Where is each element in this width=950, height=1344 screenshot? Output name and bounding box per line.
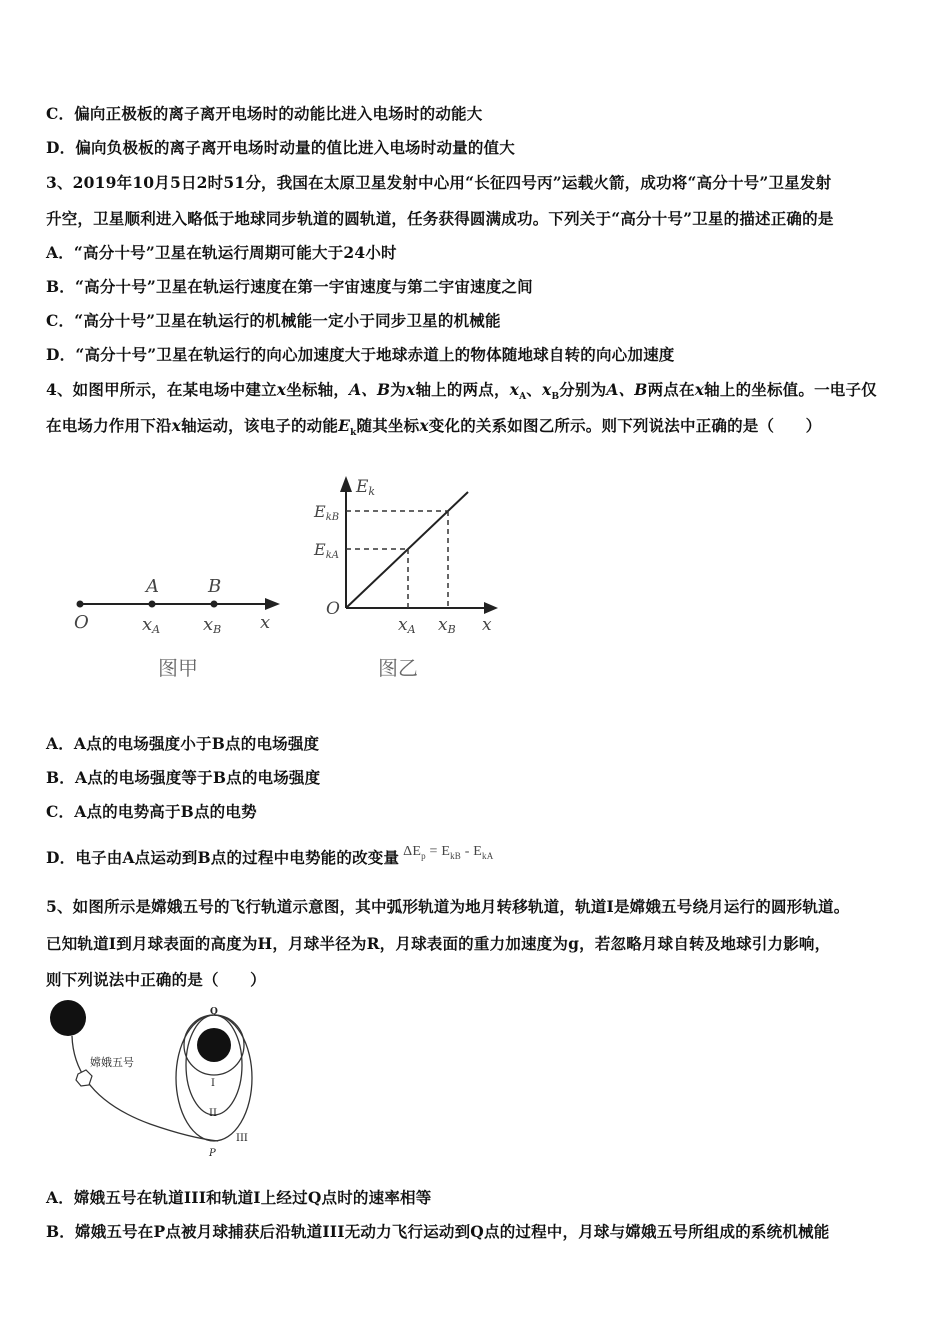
q4-text: 分别为 bbox=[559, 380, 607, 399]
q4-d-text: D．电子由A点运动到B点的过程中电势能的改变量 bbox=[46, 848, 400, 867]
q4-text: 轴上的坐标值。一电子仅 bbox=[704, 380, 877, 399]
q5-stem-line1: 5、如图所示是嫦娥五号的飞行轨道示意图，其中弧形轨道为地月转移轨道，轨道I是嫦娥五号绕月运行的圆形轨道。 bbox=[46, 897, 850, 916]
label-i: I bbox=[211, 1078, 215, 1089]
label-ekb: EkB bbox=[314, 502, 340, 523]
q4-text: 轴运动，该电子的动能 bbox=[181, 416, 339, 435]
figure-yi bbox=[310, 468, 520, 690]
point-b bbox=[211, 601, 218, 608]
q3-option-d: D．“高分十号”卫星在轨运行的向心加速度大于地球赤道上的物体随地球自转的向心加速度 bbox=[46, 345, 675, 364]
caption-yi: 图乙 bbox=[378, 656, 418, 680]
x-axis-arrow bbox=[265, 598, 280, 610]
q4-option-a: A．A点的电场强度小于B点的电场强度 bbox=[46, 734, 320, 753]
var-xb: x bbox=[542, 380, 552, 399]
q4-stem-line2 bbox=[46, 414, 821, 438]
label-ek: Ek bbox=[356, 477, 376, 498]
var-ek: E bbox=[338, 416, 351, 435]
q4-text: 变化的关系如图乙所示。则下列说法中正确的是（ ） bbox=[428, 416, 822, 435]
transfer-orbit bbox=[72, 1036, 218, 1141]
q3-option-a: A．“高分十号”卫星在轨运行周期可能大于24小时 bbox=[46, 243, 397, 262]
delta-ep-formula: $\Delta E_p = E_{kB} - E_{kA}$ bbox=[403, 844, 494, 861]
q4-text: 轴上的两点， bbox=[415, 380, 510, 399]
spacecraft-icon bbox=[76, 1070, 92, 1086]
label-xa: xA bbox=[398, 615, 416, 636]
label-b: B bbox=[208, 576, 222, 597]
q5-option-b: B．嫦娥五号在P点被月球捕获后沿轨道III无动力飞行运动到Q点的过程中，月球与嫦娥五号所组成的系统机械能 bbox=[46, 1222, 830, 1241]
option-c-prev: C．偏向正极板的离子离开电场时的动能比进入电场时的动能大 bbox=[46, 104, 483, 123]
y-axis-arrow bbox=[340, 476, 352, 492]
sub-b: B bbox=[551, 392, 560, 403]
q3-option-c: C．“高分十号”卫星在轨运行的机械能一定小于同步卫星的机械能 bbox=[46, 311, 501, 330]
label-xb: xB bbox=[203, 614, 222, 636]
label-eka: EkA bbox=[314, 540, 339, 561]
label-a: A bbox=[146, 576, 159, 597]
label-x: x bbox=[260, 612, 271, 633]
q5-stem-line2: 已知轨道I到月球表面的高度为H，月球半径为R，月球表面的重力加速度为g，若忽略月球自转及地球引力影响， bbox=[46, 934, 831, 953]
ek-line bbox=[346, 492, 468, 608]
caption-jia: 图甲 bbox=[158, 656, 198, 680]
q4-option-d bbox=[46, 846, 493, 869]
label-o: O bbox=[74, 612, 89, 633]
q3-stem-line2: 升空，卫星顺利进入略低于地球同步轨道的圆轨道，任务获得圆满成功。下列关于“高分十号”卫星的描述正确的是 bbox=[46, 209, 834, 228]
q4-stem-line1 bbox=[46, 378, 877, 402]
x-axis-arrow bbox=[484, 602, 498, 614]
label-p: P bbox=[209, 1148, 216, 1159]
sep: 、 bbox=[526, 380, 542, 399]
point-o bbox=[77, 601, 84, 608]
q4-text: 坐标轴， bbox=[286, 380, 350, 399]
var-x: x bbox=[171, 416, 182, 435]
q5-stem-line3: 则下列说法中正确的是（ ） bbox=[46, 970, 266, 989]
q4-text: 为 bbox=[390, 380, 406, 399]
q4-option-b: B．A点的电场强度等于B点的电场强度 bbox=[46, 768, 321, 787]
var-x: x bbox=[406, 380, 416, 399]
q4-text: 4、如图甲所示，在某电场中建立 bbox=[46, 380, 277, 399]
var-ab: A、B bbox=[349, 380, 391, 399]
sub-k: k bbox=[350, 428, 357, 439]
label-xb: xB bbox=[438, 615, 456, 636]
label-spacecraft: 嫦娥五号 bbox=[90, 1056, 134, 1069]
var-x: x bbox=[694, 380, 705, 399]
q3-stem-line1: 3、2019年10月5日2时51分，我国在太原卫星发射中心用“长征四号丙”运载火箭，成功将“高分十号”卫星发射 bbox=[46, 173, 832, 192]
var-xa: x bbox=[509, 380, 520, 399]
var-ab: A、B bbox=[606, 380, 648, 399]
var-x: x bbox=[419, 416, 429, 435]
var-x: x bbox=[276, 380, 287, 399]
q5-option-a: A．嫦娥五号在轨道III和轨道I上经过Q点时的速率相等 bbox=[46, 1188, 432, 1207]
q4-text: 随其坐标 bbox=[356, 416, 420, 435]
label-x: x bbox=[482, 615, 492, 635]
sub-a: A bbox=[519, 392, 527, 403]
label-ii: II bbox=[209, 1108, 217, 1119]
q4-text: 在电场力作用下沿 bbox=[46, 416, 172, 435]
option-d-prev: D．偏向负极板的离子离开电场时动量的值比进入电场时动量的值大 bbox=[46, 138, 515, 157]
moon bbox=[197, 1028, 231, 1062]
label-xa: xA bbox=[142, 614, 161, 636]
q4-text: 两点在 bbox=[647, 380, 695, 399]
label-q: Q bbox=[210, 1007, 218, 1017]
earth bbox=[50, 1000, 86, 1036]
label-iii: III bbox=[236, 1133, 248, 1144]
figure-jia bbox=[60, 560, 300, 690]
q4-option-c: C．A点的电势高于B点的电势 bbox=[46, 802, 257, 821]
figure-orbit bbox=[40, 996, 280, 1166]
point-a bbox=[149, 601, 156, 608]
label-o: O bbox=[326, 599, 340, 619]
q3-option-b: B．“高分十号”卫星在轨运行速度在第一宇宙速度与第二宇宙速度之间 bbox=[46, 277, 533, 296]
